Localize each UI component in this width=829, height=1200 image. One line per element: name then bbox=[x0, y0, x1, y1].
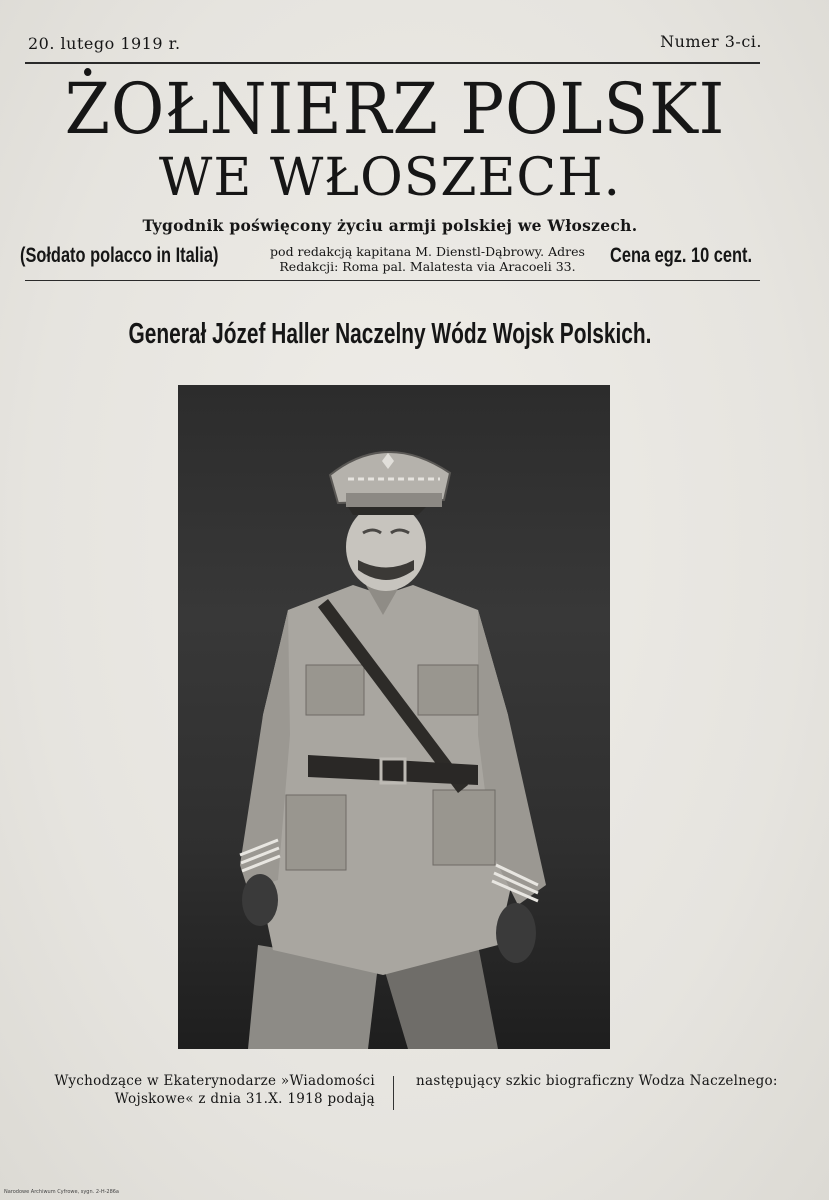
price-label: Cena egz. 10 cent. bbox=[610, 244, 753, 267]
italian-title: (Sołdato polacco in Italia) bbox=[20, 244, 219, 267]
editorial-line: Redakcji: Roma pal. Malatesta via Aracoeli 33. bbox=[279, 259, 576, 274]
issue-number: Numer 3-ci. bbox=[660, 32, 762, 51]
general-portrait-illustration bbox=[178, 385, 610, 1049]
archive-note: Narodowe Archiwum Cyfrowe, sygn. 2-H-286a bbox=[4, 1189, 119, 1195]
editorial-line: pod redakcją kapitana M. Dienstl-Dąbrowy. Adres bbox=[270, 244, 585, 259]
issue-date: 20. lutego 1919 r. bbox=[28, 34, 181, 53]
masthead-subtitle: WE WŁOSZECH. bbox=[158, 148, 622, 208]
top-divider bbox=[25, 62, 760, 64]
caption-left: Wychodzące w Ekaterynodarze »Wiadomości Wojskowe« z dnia 31.X. 1918 podają bbox=[54, 1073, 375, 1107]
caption-divider bbox=[393, 1076, 394, 1110]
portrait-photo bbox=[178, 385, 610, 1049]
article-headline: Generał Józef Haller Naczelny Wódz Wojsk Polskich. bbox=[128, 318, 652, 350]
caption-right: następujący szkic biograficzny Wodza Naczelnego: bbox=[416, 1073, 778, 1089]
masthead-divider bbox=[25, 280, 760, 281]
masthead-tagline: Tygodnik poświęcony życiu armji polskiej we Włoszech. bbox=[142, 216, 638, 235]
editorial-info bbox=[250, 244, 605, 274]
masthead-title: ŻOŁNIERZ POLSKI bbox=[64, 68, 726, 150]
